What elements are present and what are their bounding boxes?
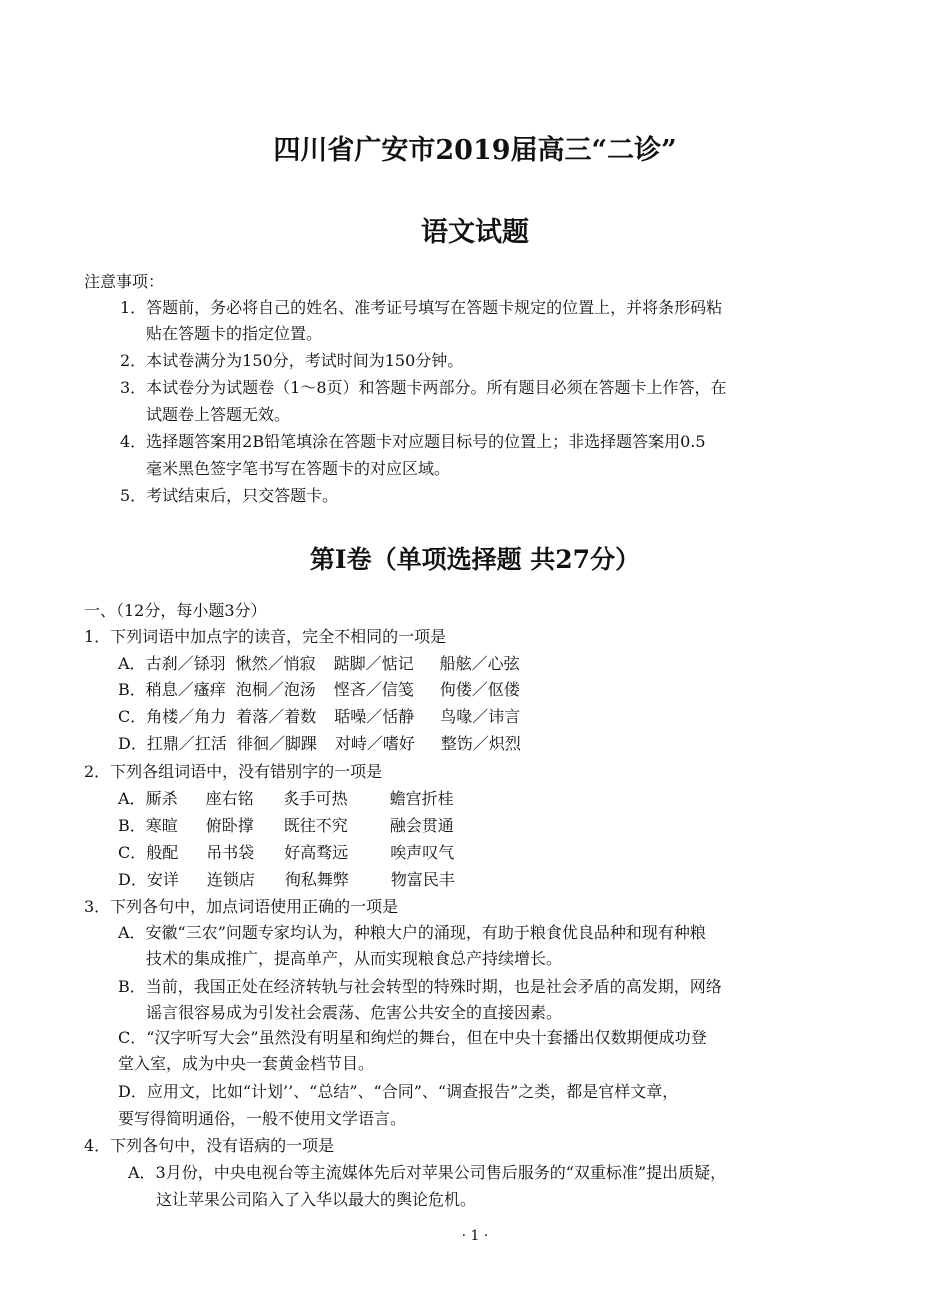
option-cell: 着落／着数 — [236, 707, 317, 726]
notice-item-3-line-1: 3．本试卷分为试题卷（1～8页）和答题卡两部分。所有题目必须在答题卡上作答，在 — [120, 378, 727, 397]
option-cell: 聒噪／恬静 — [334, 707, 415, 726]
option-cell: 稍息／瘙痒 — [145, 680, 226, 699]
question-3-stem: 3．下列各句中，加点词语使用正确的一项是 — [84, 897, 399, 916]
question-2-option-d — [118, 870, 455, 890]
notice-item-5: 5．考试结束后，只交答题卡。 — [120, 486, 339, 505]
option-cell: 踮脚／惦记 — [333, 654, 414, 673]
option-cell: 吊书袋 — [206, 843, 255, 862]
question-3-option-a-line-1: A．安徽“三农”问题专家均认为，种粮大户的涌现，有助于粮食优良品种和现有种粮 — [118, 923, 706, 942]
question-4-option-a-line-1: A．3月份，中央电视台等主流媒体先后对苹果公司售后服务的“双重标准”提出质疑， — [128, 1163, 727, 1182]
option-label: B． — [118, 680, 146, 699]
option-label: B． — [118, 816, 146, 835]
option-cell: 泡桐／泡汤 — [235, 680, 316, 699]
option-cell: 炙手可热 — [283, 789, 348, 808]
option-cell: 寒暄 — [145, 816, 178, 835]
question-3-option-b-line-1: B．当前，我国正处在经济转轨与社会转型的特殊时期，也是社会矛盾的高发期，网络 — [118, 977, 722, 996]
question-3-option-d-line-2: 要写得简明通俗，一般不使用文学语言。 — [118, 1109, 407, 1128]
question-4-stem: 4．下列各句中，没有语病的一项是 — [84, 1136, 335, 1155]
option-cell: 扛鼎／扛活 — [146, 734, 227, 753]
option-cell: 愀然／悄寂 — [235, 654, 316, 673]
option-label: A． — [118, 654, 146, 673]
option-label: C． — [118, 843, 147, 862]
option-cell: 悭吝／信笺 — [333, 680, 414, 699]
question-3-option-c-line-1: C．“汉字听写大会”虽然没有明星和绚烂的舞台，但在中央十套播出仅数期便成功登 — [118, 1028, 707, 1047]
question-3-option-b-line-2: 谣言很容易成为引发社会震荡、危害公共安全的直接因素。 — [146, 1003, 563, 1022]
question-3-option-a-line-2: 技术的集成推广，提高单产，从而实现粮食总产持续增长。 — [146, 949, 563, 968]
option-cell: 徇私舞弊 — [284, 870, 349, 889]
option-cell: 整饬／炽烈 — [440, 734, 521, 753]
option-cell: 唉声叹气 — [390, 843, 455, 862]
question-1-option-c — [118, 707, 520, 727]
option-label: C． — [118, 707, 147, 726]
option-cell: 安详 — [146, 870, 179, 889]
notice-item-2: 2．本试卷满分为150分，考试时间为150分钟。 — [120, 351, 464, 370]
question-2-option-c — [118, 843, 454, 863]
option-cell: 俯卧撑 — [205, 816, 254, 835]
option-cell: 对峙／嗜好 — [334, 734, 415, 753]
option-cell: 融会贯通 — [389, 816, 454, 835]
option-cell: 佝偻／伛偻 — [439, 680, 520, 699]
notice-item-1-line-2: 贴在答题卡的指定位置。 — [146, 324, 323, 343]
option-cell: 鸟喙／讳言 — [440, 707, 521, 726]
option-cell: 既往不究 — [283, 816, 348, 835]
page-number: · 1 · — [461, 1228, 489, 1244]
notice-item-1-line-1: 1．答题前，务必将自己的姓名、准考证号填写在答题卡规定的位置上，并将条形码粘 — [120, 298, 723, 317]
option-label: D． — [118, 734, 147, 753]
option-cell: 蟾宫折桂 — [389, 789, 454, 808]
option-cell: 古刹／铩羽 — [145, 654, 226, 673]
option-cell: 厮杀 — [145, 789, 178, 808]
question-1-option-d — [118, 734, 521, 754]
document-title: 四川省广安市2019届高三“二诊” — [273, 135, 677, 166]
option-cell: 角楼／角力 — [146, 707, 227, 726]
part-header: 一、（12分，每小题3分） — [84, 601, 267, 620]
notice-item-4-line-2: 毫米黑色签字笔书写在答题卡的对应区域。 — [146, 459, 451, 478]
option-cell: 般配 — [146, 843, 179, 862]
section-title: 第Ⅰ卷（单项选择题 共27分） — [309, 545, 641, 574]
question-3-option-c-line-2: 堂入室，成为中央一套黄金档节目。 — [118, 1054, 375, 1073]
notice-item-3-line-2: 试题卷上答题无效。 — [146, 405, 291, 424]
notice-heading: 注意事项： — [84, 272, 165, 291]
question-2-option-b — [118, 816, 454, 836]
question-3-option-d-line-1: D．应用文，比如“计划’’、“总结”、“合同”、“调查报告”之类，都是官样文章， — [118, 1082, 679, 1101]
question-2-stem: 2．下列各组词语中，没有错别字的一项是 — [84, 762, 383, 781]
notice-item-4-line-1: 4．选择题答案用2B铅笔填涂在答题卡对应题目标号的位置上；非选择题答案用0.5 — [120, 432, 706, 451]
option-cell: 连锁店 — [206, 870, 255, 889]
option-cell: 物富民丰 — [390, 870, 455, 889]
option-cell: 好高骛远 — [284, 843, 349, 862]
question-1-stem: 1．下列词语中加点字的读音，完全不相同的一项是 — [84, 627, 447, 646]
question-2-option-a — [118, 789, 454, 809]
option-cell: 船舷／心弦 — [439, 654, 520, 673]
option-cell: 徘徊／脚踝 — [236, 734, 317, 753]
option-cell: 座右铭 — [205, 789, 254, 808]
option-label: A． — [118, 789, 146, 808]
question-1-option-a — [118, 654, 520, 674]
option-label: D． — [118, 870, 147, 889]
document-subtitle: 语文试题 — [421, 217, 529, 248]
question-1-option-b — [118, 680, 520, 700]
question-4-option-a-line-2: 这让苹果公司陷入了入华以最大的舆论危机。 — [156, 1190, 477, 1209]
